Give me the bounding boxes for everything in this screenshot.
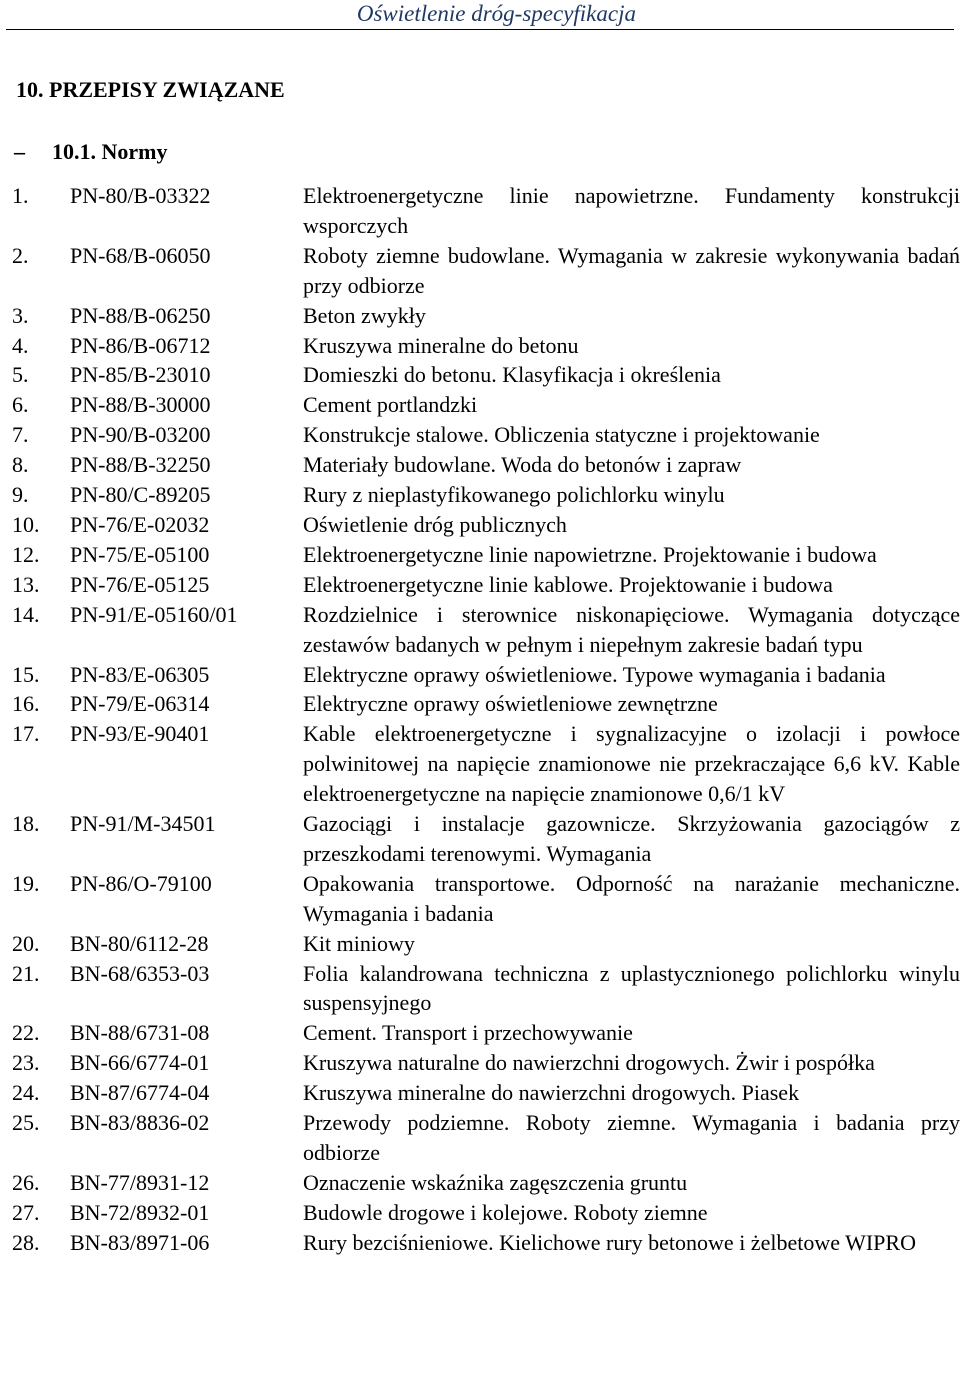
norm-number: 22. bbox=[12, 1020, 40, 1046]
norm-number: 20. bbox=[12, 930, 40, 956]
norm-code: BN-66/6774-01 bbox=[70, 1050, 210, 1076]
norm-number: 26. bbox=[12, 1169, 40, 1195]
norm-description: Cement. Transport i przechowywanie bbox=[303, 1020, 633, 1046]
norm-description: Elektroenergetyczne linie kablowe. Projektowanie i budowa bbox=[303, 571, 833, 597]
norm-item bbox=[0, 570, 960, 600]
norm-code: PN-80/B-03322 bbox=[70, 183, 211, 208]
norm-description: Budowle drogowe i kolejowe. Roboty ziemne bbox=[303, 1199, 708, 1225]
norm-item bbox=[0, 959, 960, 1019]
norm-item bbox=[0, 420, 960, 450]
norm-item bbox=[0, 241, 960, 301]
norm-number: 15. bbox=[12, 661, 40, 687]
norm-item bbox=[0, 1078, 960, 1108]
norm-number: 7. bbox=[12, 422, 29, 448]
norm-description: Elektryczne oprawy oświetleniowe. Typowe wymagania i badania bbox=[303, 661, 886, 687]
norm-number: 25. bbox=[12, 1110, 40, 1136]
subsection-dash: – bbox=[14, 139, 25, 164]
norm-number: 16. bbox=[12, 691, 40, 717]
norm-code: PN-91/E-05160/01 bbox=[70, 601, 238, 627]
norm-description: Kable elektroenergetyczne i sygnalizacyjne o izolacji i powłoce polwinitowej na napięcie znamionowe nie przekraczające 6,6 kV. Kable elektroenergetyczne na napięcie znamionowe 0,6/1 kV bbox=[303, 721, 960, 807]
norm-description: Rury bezciśnieniowe. Kielichowe rury betonowe i żelbetowe WIPRO bbox=[303, 1229, 916, 1255]
norm-description: Cement portlandzki bbox=[303, 392, 478, 418]
norm-description: Elektroenergetyczne linie napowietrzne. Fundamenty konstrukcji wsporczych bbox=[303, 183, 960, 238]
norm-number: 12. bbox=[12, 541, 40, 567]
norm-code: BN-77/8931-12 bbox=[70, 1169, 210, 1195]
norm-description: Kruszywa naturalne do nawierzchni drogowych. Żwir i pospółka bbox=[303, 1050, 875, 1076]
norm-number: 14. bbox=[12, 601, 40, 627]
norm-description: Elektroenergetyczne linie napowietrzne. Projektowanie i budowa bbox=[303, 541, 877, 567]
norm-number: 21. bbox=[12, 960, 40, 986]
norm-item bbox=[0, 719, 960, 809]
norm-number: 19. bbox=[12, 870, 40, 896]
norm-number: 9. bbox=[12, 482, 29, 508]
norm-number: 1. bbox=[12, 183, 29, 208]
norm-item bbox=[0, 1228, 960, 1258]
norm-item bbox=[0, 540, 960, 570]
norm-number: 17. bbox=[12, 721, 40, 747]
norm-number: 28. bbox=[12, 1229, 40, 1255]
norm-item bbox=[0, 181, 960, 241]
norm-description: Rury z nieplastyfikowanego polichlorku winylu bbox=[303, 482, 725, 508]
norm-description: Elektryczne oprawy oświetleniowe zewnętrzne bbox=[303, 691, 718, 717]
norm-code: PN-68/B-06050 bbox=[70, 242, 211, 268]
norm-code: BN-68/6353-03 bbox=[70, 960, 210, 986]
norm-description: Materiały budowlane. Woda do betonów i zapraw bbox=[303, 452, 742, 478]
norm-item bbox=[0, 1198, 960, 1228]
norm-item bbox=[0, 1018, 960, 1048]
norm-description: Kruszywa mineralne do nawierzchni drogowych. Piasek bbox=[303, 1080, 800, 1106]
norm-item bbox=[0, 1048, 960, 1078]
subsection-title: 10.1. Normy bbox=[52, 139, 168, 164]
norm-code: PN-86/O-79100 bbox=[70, 870, 212, 896]
norm-item bbox=[0, 1108, 960, 1168]
norm-item bbox=[0, 480, 960, 510]
norm-item bbox=[0, 809, 960, 869]
norm-code: PN-79/E-06314 bbox=[70, 691, 210, 717]
document-title: Oświetlenie dróg-specyfikacja bbox=[356, 1, 636, 26]
norm-item bbox=[0, 689, 960, 719]
norm-number: 5. bbox=[12, 362, 29, 388]
norm-item bbox=[0, 660, 960, 690]
norm-item bbox=[0, 869, 960, 929]
norm-item bbox=[0, 360, 960, 390]
norm-number: 27. bbox=[12, 1199, 40, 1225]
norm-item bbox=[0, 331, 960, 361]
norm-item bbox=[0, 929, 960, 959]
norm-code: BN-72/8932-01 bbox=[70, 1199, 210, 1225]
norm-item bbox=[0, 600, 960, 660]
norm-code: PN-76/E-05125 bbox=[70, 571, 210, 597]
norm-description: Beton zwykły bbox=[303, 302, 426, 328]
norm-number: 13. bbox=[12, 571, 40, 597]
norm-code: BN-87/6774-04 bbox=[70, 1080, 210, 1106]
norm-code: PN-80/C-89205 bbox=[70, 482, 211, 508]
norm-code: PN-88/B-06250 bbox=[70, 302, 211, 328]
norm-description: Przewody podziemne. Roboty ziemne. Wymagania i badania przy odbiorze bbox=[303, 1110, 960, 1165]
header-divider bbox=[6, 29, 954, 30]
norm-number: 10. bbox=[12, 511, 40, 537]
norm-number: 23. bbox=[12, 1050, 40, 1076]
norm-code: PN-85/B-23010 bbox=[70, 362, 211, 388]
norm-code: PN-75/E-05100 bbox=[70, 541, 210, 567]
norm-description: Rozdzielnice i sterownice niskonapięciowe. Wymagania dotyczące zestawów badanych w pełnym i niepełnym zakresie badań typu bbox=[303, 601, 960, 657]
norm-code: PN-83/E-06305 bbox=[70, 661, 210, 687]
norm-number: 2. bbox=[12, 242, 29, 268]
norm-code: BN-83/8836-02 bbox=[70, 1110, 210, 1136]
norm-code: BN-88/6731-08 bbox=[70, 1020, 210, 1046]
norm-number: 24. bbox=[12, 1080, 40, 1106]
norm-code: PN-88/B-30000 bbox=[70, 392, 211, 418]
norm-code: PN-90/B-03200 bbox=[70, 422, 211, 448]
norm-description: Kruszywa mineralne do betonu bbox=[303, 332, 579, 358]
norm-item bbox=[0, 510, 960, 540]
norm-code: BN-80/6112-28 bbox=[70, 930, 209, 956]
norm-description: Oznaczenie wskaźnika zagęszczenia gruntu bbox=[303, 1169, 688, 1195]
norm-number: 6. bbox=[12, 392, 29, 418]
norm-item bbox=[0, 1168, 960, 1198]
norm-code: PN-88/B-32250 bbox=[70, 452, 211, 478]
section-heading: 10. PRZEPISY ZWIĄZANE bbox=[16, 77, 285, 102]
norm-number: 3. bbox=[12, 302, 29, 328]
page-header bbox=[0, 0, 960, 32]
norm-item bbox=[0, 301, 960, 331]
norm-description: Gazociągi i instalacje gazownicze. Skrzyżowania gazociągów z przeszkodami terenowymi. Wymagania bbox=[303, 811, 960, 866]
subsection-heading bbox=[14, 138, 167, 166]
norm-description: Oświetlenie dróg publicznych bbox=[303, 511, 567, 537]
norm-description: Roboty ziemne budowlane. Wymagania w zakresie wykonywania badań przy odbiorze bbox=[303, 242, 960, 298]
norm-number: 4. bbox=[12, 332, 29, 358]
norm-description: Opakowania transportowe. Odporność na narażanie mechaniczne. Wymagania i badania bbox=[303, 870, 960, 926]
norm-description: Domieszki do betonu. Klasyfikacja i określenia bbox=[303, 362, 721, 388]
norm-code: PN-91/M-34501 bbox=[70, 811, 216, 837]
norm-code: PN-93/E-90401 bbox=[70, 721, 210, 747]
norm-code: PN-76/E-02032 bbox=[70, 511, 210, 537]
norm-description: Kit miniowy bbox=[303, 930, 415, 956]
norm-description: Konstrukcje stalowe. Obliczenia statyczne i projektowanie bbox=[303, 422, 820, 448]
norm-item bbox=[0, 450, 960, 480]
norm-code: PN-86/B-06712 bbox=[70, 332, 211, 358]
norm-number: 18. bbox=[12, 811, 40, 837]
norm-item bbox=[0, 390, 960, 420]
norms-list bbox=[0, 181, 960, 1258]
norm-code: BN-83/8971-06 bbox=[70, 1229, 210, 1255]
norm-number: 8. bbox=[12, 452, 29, 478]
norm-description: Folia kalandrowana techniczna z uplastycznionego polichlorku winylu suspensyjnego bbox=[303, 960, 960, 1016]
